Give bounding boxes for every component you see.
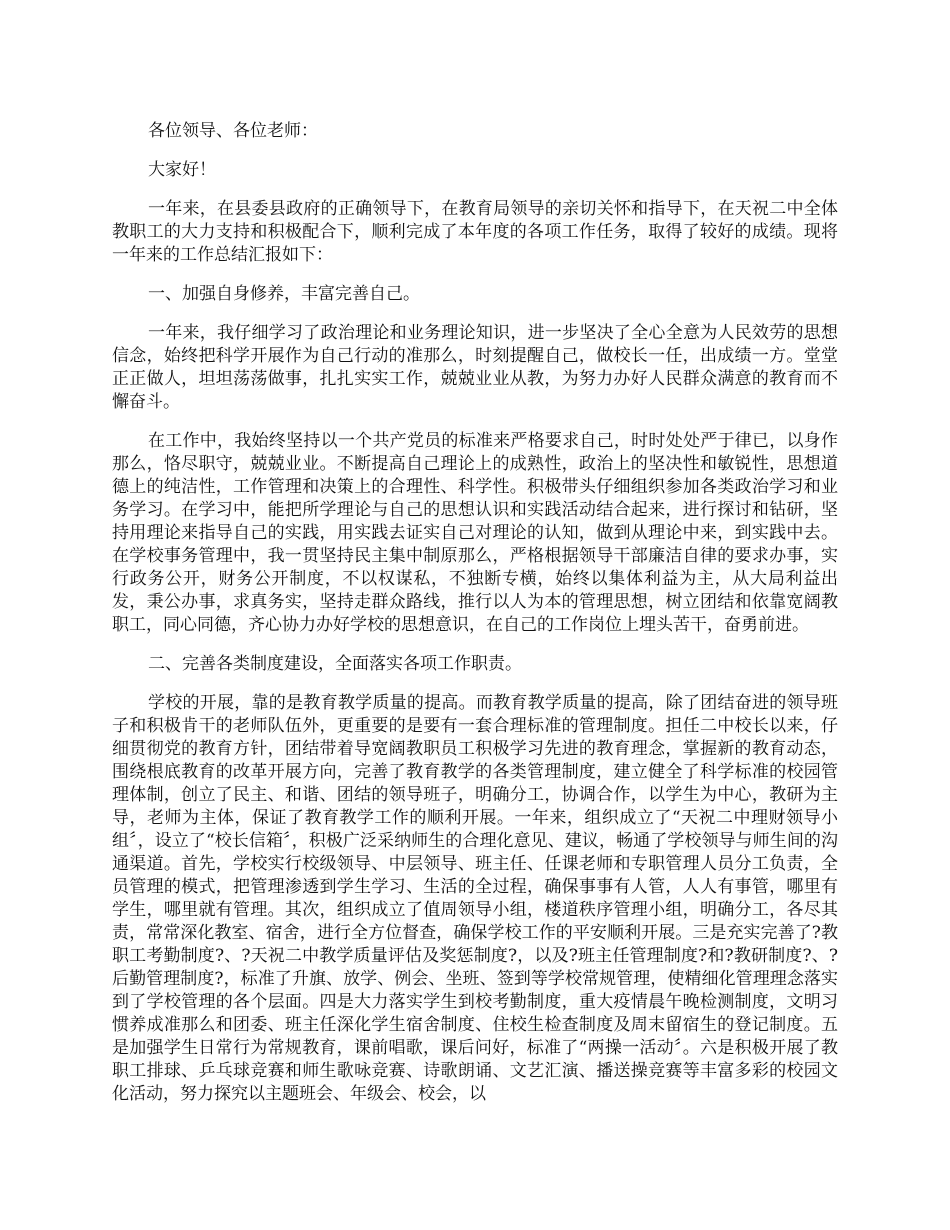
greeting: 大家好！	[148, 160, 216, 180]
section-heading-2: 二、完善各类制度建设，全面落实各项工作职责。	[148, 654, 522, 674]
body-paragraph: 在工作中，我始终坚持以一个共产党员的标准来严格要求自己，时时处处严于律已，以身作那么，恪尽职守，兢兢业业。不断提高自己理论上的成熟性，政治上的坚决性和敏锐性，思想道德上的纯洁性，工作管理和决策上的合理性、科学性。积极带头仔细组织参加各类政治学习和业务学习。在学习中，能把所学理论与自己的思想认识和实践活动结合起来，进行探讨和钻研，坚持用理论来指导自己的实践，用实践去证实自己对理论的认知，做到从理论中来，到实践中去。在学校事务管理中，我一贯坚持民主集中制原那么，严格根据领导干部廉洁自律的要求办事，实行政务公开，财务公开制度，不以权谋私，不独断专横，始终以集体利益为主，从大局利益出发，秉公办事，求真务实，坚持走群众路线，推行以人为本的管理思想，树立团结和依靠宽阔教职工，同心同德，齐心协力办好学校的思想意识，在自己的工作岗位上埋头苦干，奋勇前进。	[112, 431, 838, 635]
body-paragraph: 一年来，我仔细学习了政治理论和业务理论知识，进一步坚决了全心全意为人民效劳的思想信念，始终把科学开展作为自己行动的准那么，时刻提醒自己，做校长一任，出成绩一方。堂堂正正做人，坦坦荡荡做事，扎扎实实工作，兢兢业业从教，为努力办好人民群众满意的教育而不懈奋斗。	[112, 323, 838, 412]
body-paragraph: 学校的开展，靠的是教育教学质量的提高。而教育教学质量的提高，除了团结奋进的领导班子和积极肯干的老师队伍外，更重要的是要有一套合理标准的管理制度。担任二中校长以来，仔细贯彻党的教育方针，团结带着导宽阔教职员工积极学习先进的教育理念，掌握新的教育动态，围绕根底教育的改革开展方向，完善了教育教学的各类管理制度，建立健全了科学标准的校园管理体制，创立了民主、和谐、团结的领导班子，明确分工，协调合作，以学生为中心，教研为主导，老师为主体，保证了教育教学工作的顺利开展。一年来，组织成立了“天祝二中理财领导小组〞，设立了“校长信箱〞，积极广泛采纳师生的合理化意见、建议，畅通了学校领导与师生间的沟通渠道。首先，学校实行校级领导、中层领导、班主任、任课老师和专职管理人员分工负责，全员管理的模式，把管理渗透到学生学习、生活的全过程，确保事事有人管，人人有事管，哪里有学生，哪里就有管理。其次，组织成立了值周领导小组，楼道秩序管理小组，明确分工，各尽其责，常常深化教室、宿舍，进行全方位督查，确保学校工作的平安顺利开展。三是充实完善了?教职工考勤制度?、?天祝二中教学质量评估及奖惩制度?，以及?班主任管理制度?和?教研制度?、?后勤管理制度?，标准了升旗、放学、例会、坐班、签到等学校常规管理，使精细化管理理念落实到了学校管理的各个层面。四是大力落实学生到校考勤制度，重大疫情晨午晚检测制度，文明习惯养成准那么和团委、班主任深化学生宿舍制度、住校生检查制度及周末留宿生的登记制度。五是加强学生日常行为常规教育，课前唱歌，课后问好，标准了“两操一活动〞。六是积极开展了教职工排球、乒乓球竞赛和师生歌咏竞赛、诗歌朗诵、文艺汇演、播送操竞赛等丰富多彩的校园文化活动，努力探究以主题班会、年级会、校会，以	[112, 693, 838, 1104]
document-body	[112, 120, 838, 1106]
section-heading-1: 一、加强自身修养，丰富完善自己。	[148, 284, 420, 304]
salutation: 各位领导、各位老师：	[148, 121, 318, 141]
intro-paragraph: 一年来，在县委县政府的正确领导下，在教育局领导的亲切关怀和指导下，在天祝二中全体教职工的大力支持和积极配合下，顺利完成了本年度的各项工作任务，取得了较好的成绩。现将一年来的工作总结汇报如下：	[112, 199, 838, 265]
